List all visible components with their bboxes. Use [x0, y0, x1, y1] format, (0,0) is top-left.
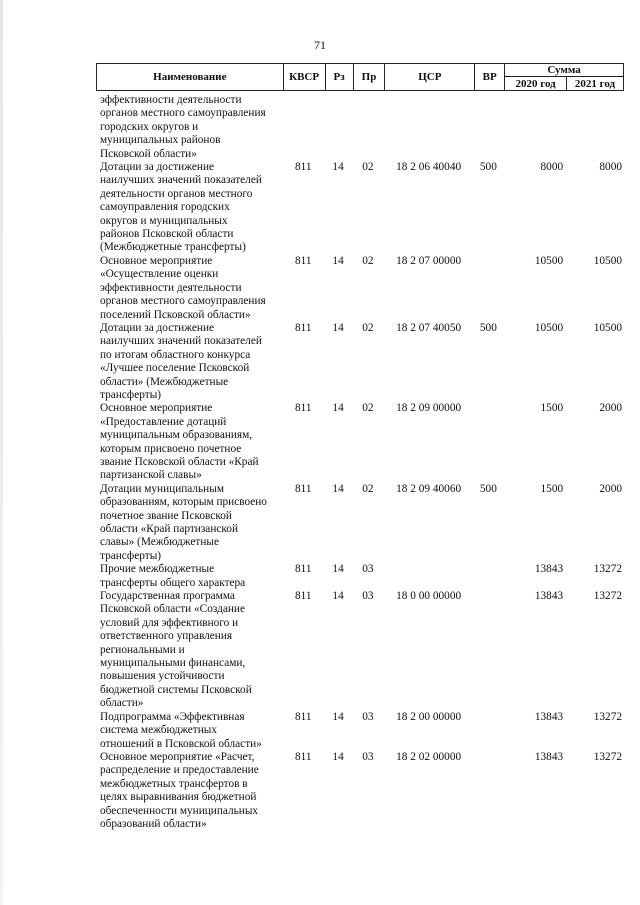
row-vr [473, 590, 503, 711]
scan-edge [0, 0, 3, 905]
row-sum-2021: 10500 [593, 254, 622, 267]
row-rz: 14 [332, 710, 344, 723]
row-name [96, 711, 282, 751]
row-pr: 02 [362, 402, 374, 415]
row-sum-2020: 1500 [540, 402, 564, 415]
row-pr [352, 94, 384, 161]
row-name [96, 94, 282, 161]
table-row [96, 402, 624, 482]
row-csr: 18 2 00 00000 [396, 710, 462, 723]
table-row [96, 322, 624, 402]
header-csr: ЦСР [385, 64, 475, 91]
row-sum-2021: 2000 [599, 402, 622, 415]
row-kvsr: 811 [294, 710, 312, 723]
row-pr: 03 [362, 710, 374, 723]
row-rz: 14 [332, 321, 344, 334]
row-sum-2020: 13843 [534, 590, 564, 603]
header-vr: ВР [475, 64, 505, 91]
row-rz: 14 [332, 590, 344, 603]
row-kvsr: 811 [294, 321, 312, 334]
row-name-text: Дотации за достижение наилучших значений показателей по итогам областного конкурса «Лучшее поселение Псковской области» (Межбюджетные трансферты) [100, 321, 262, 401]
table-row [96, 94, 624, 161]
row-csr: 18 2 09 40060 [396, 482, 462, 495]
row-name-text: Основное мероприятие «Предоставление дотаций муниципальным образованиям, которым присвоено почетное звание Псковской области «Край партизанской славы» [100, 402, 259, 482]
table-row [96, 161, 624, 255]
row-kvsr: 811 [294, 161, 312, 174]
header-name: Наименование [97, 64, 284, 91]
table-body [96, 94, 624, 831]
row-csr [384, 94, 474, 161]
row-name-text: Основное мероприятие «Осуществление оценки эффективности деятельности органов местного самоуправления поселений Псковской области» [100, 254, 266, 321]
row-csr: 18 2 07 00000 [396, 254, 462, 267]
row-name-text: Дотации муниципальным образованиям, которым присвоено почетное звание Псковской области «Край партизанской славы» (Межбюджетные трансферты) [100, 482, 267, 562]
row-name [96, 255, 282, 322]
row-sum-2020: 10500 [534, 254, 564, 267]
row-rz: 14 [332, 482, 344, 495]
row-name [96, 322, 282, 402]
row-csr: 18 2 06 40040 [396, 161, 462, 174]
row-sum-2020: 10500 [534, 321, 564, 334]
header-pr: Пр [353, 64, 385, 91]
row-vr [473, 402, 503, 482]
row-kvsr: 811 [294, 482, 312, 495]
row-pr: 02 [362, 254, 374, 267]
row-csr: 18 2 09 00000 [396, 402, 462, 415]
row-sum-2021: 13272 [593, 750, 622, 763]
row-pr: 02 [362, 321, 374, 334]
row-sum-2020 [503, 94, 567, 161]
table-row [96, 563, 624, 590]
row-sum-2020: 1500 [540, 482, 564, 495]
table-row [96, 255, 624, 322]
header-rz: Рз [325, 64, 353, 91]
table-row [96, 483, 624, 563]
row-vr [473, 94, 503, 161]
row-vr: 500 [479, 321, 497, 334]
row-name-text: Государственная программа Псковской области «Создание условий для эффективного и ответственного управления региональными и муниципальными финансами, повышения устойчивости бюджетной системы Псковской области» [100, 590, 252, 710]
row-rz: 14 [332, 161, 344, 174]
header-sum: Сумма [505, 64, 624, 77]
table-row [96, 751, 624, 831]
row-kvsr: 811 [294, 402, 312, 415]
row-pr: 03 [362, 563, 374, 576]
row-kvsr: 811 [294, 563, 312, 576]
row-vr [473, 711, 503, 751]
row-pr: 02 [362, 161, 374, 174]
row-name [96, 563, 282, 590]
row-kvsr: 811 [294, 254, 312, 267]
row-rz [324, 94, 352, 161]
row-vr [473, 751, 503, 831]
row-csr [384, 563, 474, 590]
row-rz: 14 [332, 402, 344, 415]
row-csr: 18 0 00 00000 [396, 590, 462, 603]
row-name [96, 483, 282, 563]
row-kvsr: 811 [294, 590, 312, 603]
row-vr: 500 [479, 161, 497, 174]
row-sum-2020: 13843 [534, 750, 564, 763]
row-pr: 03 [362, 750, 374, 763]
row-sum-2020: 13843 [534, 563, 564, 576]
row-name [96, 161, 282, 255]
header-kvsr: КВСР [283, 64, 325, 91]
page-number: 71 [314, 38, 326, 52]
row-sum-2021: 10500 [593, 321, 622, 334]
row-sum-2020: 8000 [540, 161, 564, 174]
table-header [96, 63, 624, 91]
header-year-2020: 2020 год [505, 77, 567, 91]
row-kvsr: 811 [294, 750, 312, 763]
row-name [96, 402, 282, 482]
row-pr: 02 [362, 482, 374, 495]
row-name-text: Дотации за достижение наилучших значений показателей деятельности органов местного самоуправления городских округов и муниципальных районов Псковской области (Межбюджетные трансферты) [100, 161, 262, 254]
row-sum-2021: 13272 [593, 563, 622, 576]
row-sum-2021: 13272 [593, 590, 622, 603]
row-name [96, 590, 282, 711]
row-name [96, 751, 282, 831]
row-csr: 18 2 02 00000 [396, 750, 462, 763]
row-vr [473, 563, 503, 590]
header-year-2021: 2021 год [567, 77, 624, 91]
budget-table [96, 94, 624, 831]
row-sum-2021: 8000 [599, 161, 622, 174]
row-name-text: эффективности деятельности органов местного самоуправления городских округов и муниципальных районов Псковской области» [100, 94, 266, 160]
row-rz: 14 [332, 750, 344, 763]
row-pr: 03 [362, 590, 374, 603]
row-rz: 14 [332, 563, 344, 576]
table-row [96, 590, 624, 711]
row-rz: 14 [332, 254, 344, 267]
table-row [96, 711, 624, 751]
row-name-text: Прочие межбюджетные трансферты общего характера [100, 563, 246, 589]
row-name-text: Подпрограмма «Эффективная система межбюджетных отношений в Псковской области» [100, 710, 262, 750]
row-vr: 500 [479, 482, 497, 495]
row-sum-2020: 13843 [534, 710, 564, 723]
row-sum-2021 [567, 94, 624, 161]
row-sum-2021: 2000 [599, 482, 622, 495]
row-vr [473, 255, 503, 322]
row-name-text: Основное мероприятие «Расчет, распределение и предоставление межбюджетных трансфертов в целях выравнивания бюджетной обеспеченности муниципальных образований области» [100, 750, 259, 830]
row-csr: 18 2 07 40050 [396, 321, 462, 334]
row-sum-2021: 13272 [593, 710, 622, 723]
row-kvsr [282, 94, 324, 161]
